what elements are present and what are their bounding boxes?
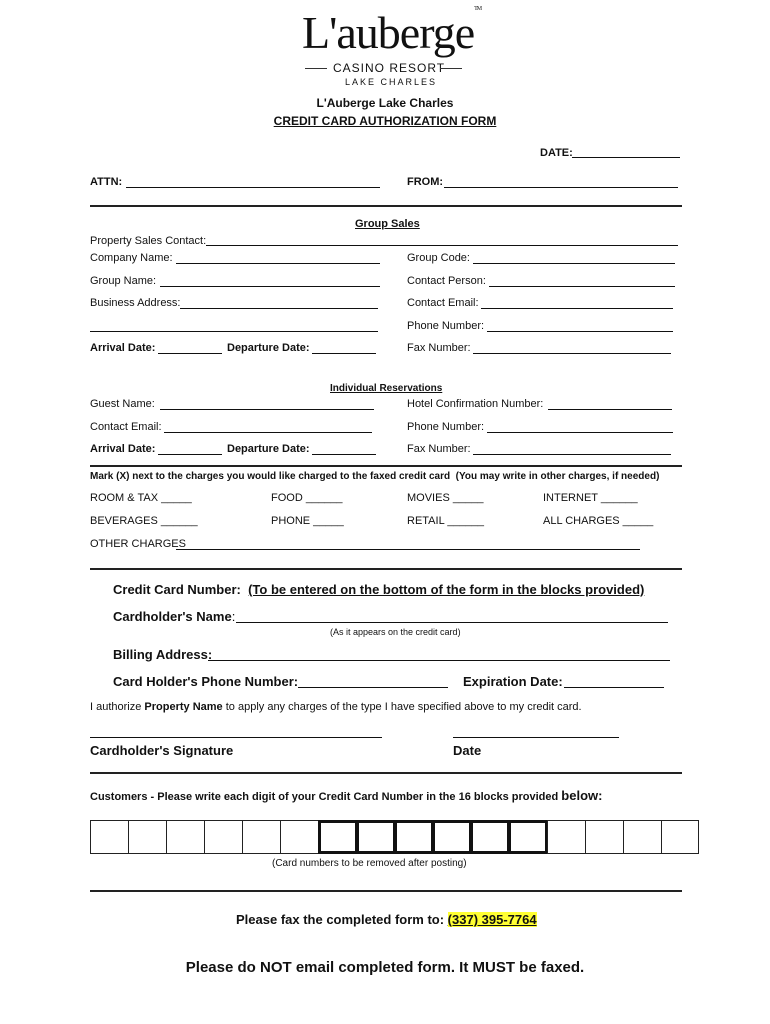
card-digit-block-9[interactable] <box>394 820 434 854</box>
date-field[interactable] <box>572 157 680 158</box>
group-fax-field[interactable] <box>473 353 671 354</box>
group-departure-label: Departure Date: <box>227 342 310 354</box>
signature-field[interactable] <box>90 737 382 738</box>
card-digit-block-14[interactable] <box>585 820 624 854</box>
divider-5 <box>90 890 682 892</box>
card-digit-block-12[interactable] <box>508 820 548 854</box>
attn-label: ATTN: <box>90 176 123 188</box>
group-fax-label: Fax Number: <box>407 342 471 354</box>
card-digit-block-16[interactable] <box>661 820 699 854</box>
group-arrival-field[interactable] <box>158 353 222 354</box>
business-address-label: Business Address: <box>90 297 181 309</box>
individual-departure-label: Departure Date: <box>227 443 310 455</box>
individual-phone-label: Phone Number: <box>407 421 485 433</box>
guest-name-field[interactable] <box>160 409 374 410</box>
individual-departure-field[interactable] <box>312 454 376 455</box>
company-name-field[interactable] <box>176 263 380 264</box>
card-digit-block-11[interactable] <box>470 820 510 854</box>
credit-card-number-heading: Credit Card Number: (To be entered on the bottom of the form in the blocks provided) <box>113 582 645 597</box>
individual-phone-field[interactable] <box>487 432 673 433</box>
individual-arrival-field[interactable] <box>158 454 222 455</box>
billing-address-label: Billing Address: <box>113 647 213 662</box>
group-name-field[interactable] <box>160 286 380 287</box>
divider-2 <box>90 465 682 467</box>
group-departure-field[interactable] <box>312 353 376 354</box>
billing-address-field[interactable] <box>208 660 670 661</box>
divider-3 <box>90 568 682 570</box>
divider-4 <box>90 772 682 774</box>
group-name-label: Group Name: <box>90 275 157 287</box>
logo-location: LAKE CHARLES <box>345 77 438 87</box>
cardholder-phone-field[interactable] <box>298 687 448 688</box>
contact-person-field[interactable] <box>489 286 675 287</box>
from-field[interactable] <box>444 187 678 188</box>
attn-field[interactable] <box>126 187 380 188</box>
company-name-label: Company Name: <box>90 252 173 264</box>
group-contact-email-field[interactable] <box>481 308 673 309</box>
charge-retail[interactable]: RETAIL ______ <box>407 515 485 527</box>
property-sales-contact-label: Property Sales Contact: <box>90 235 207 247</box>
hotel-confirmation-field[interactable] <box>548 409 672 410</box>
date-label: DATE: <box>540 147 573 159</box>
cardholder-name-label: Cardholder's Name: <box>113 609 236 624</box>
email-warning: Please do NOT email completed form. It MUST be faxed. <box>185 959 585 976</box>
card-digit-block-8[interactable] <box>356 820 396 854</box>
fax-instruction: Please fax the completed form to: (337) 395-7764 <box>236 912 537 927</box>
divider-1 <box>90 205 682 207</box>
card-blocks-instruction: Customers - Please write each digit of your Credit Card Number in the 16 blocks provided below: <box>90 788 603 803</box>
group-code-field[interactable] <box>473 263 675 264</box>
form-property-title: L'Auberge Lake Charles <box>316 96 454 110</box>
individual-fax-label: Fax Number: <box>407 443 471 455</box>
contact-person-label: Contact Person: <box>407 275 486 287</box>
group-sales-heading: Group Sales <box>355 218 420 230</box>
group-phone-field[interactable] <box>487 331 673 332</box>
cardholder-name-note: (As it appears on the credit card) <box>330 627 461 637</box>
individual-arrival-label: Arrival Date: <box>90 443 156 455</box>
logo-divider-left <box>305 68 327 69</box>
property-sales-contact-field[interactable] <box>206 245 678 246</box>
business-address-field-2[interactable] <box>90 331 378 332</box>
logo <box>300 6 482 90</box>
charge-phone[interactable]: PHONE _____ <box>271 515 344 527</box>
charge-other-field[interactable] <box>176 549 640 550</box>
individual-contact-email-label: Contact Email: <box>90 421 162 433</box>
guest-name-label: Guest Name: <box>90 398 155 410</box>
card-digit-block-3[interactable] <box>166 820 205 854</box>
card-digit-block-4[interactable] <box>204 820 243 854</box>
card-digit-block-2[interactable] <box>128 820 167 854</box>
individual-reservations-heading: Individual Reservations <box>330 383 443 394</box>
card-blocks-note: (Card numbers to be removed after posting) <box>272 858 467 869</box>
charge-other-label: OTHER CHARGES <box>90 538 186 550</box>
logo-subtitle: CASINO RESORT <box>333 61 446 75</box>
from-label: FROM: <box>407 176 444 188</box>
signature-date-field[interactable] <box>453 737 619 738</box>
cardholder-phone-label: Card Holder's Phone Number: <box>113 674 299 689</box>
charge-food[interactable]: FOOD ______ <box>271 492 343 504</box>
fax-number: (337) 395-7764 <box>447 912 537 927</box>
cardholder-signature-label: Cardholder's Signature <box>90 743 234 758</box>
signature-date-label: Date <box>453 743 482 758</box>
authorization-statement: I authorize Property Name to apply any charges of the type I have specified above to my credit card. <box>90 701 582 713</box>
charges-instruction: Mark (X) next to the charges you would like charged to the faxed credit card (You may write in other charges, if needed) <box>90 471 660 482</box>
group-contact-email-label: Contact Email: <box>407 297 479 309</box>
charge-beverages[interactable]: BEVERAGES ______ <box>90 515 198 527</box>
charge-movies[interactable]: MOVIES _____ <box>407 492 484 504</box>
card-digit-block-10[interactable] <box>432 820 472 854</box>
card-digit-block-6[interactable] <box>280 820 319 854</box>
group-arrival-label: Arrival Date: <box>90 342 156 354</box>
form-title: CREDIT CARD AUTHORIZATION FORM <box>273 114 497 128</box>
group-code-label: Group Code: <box>407 252 470 264</box>
expiration-date-field[interactable] <box>564 687 664 688</box>
charge-room-tax[interactable]: ROOM & TAX _____ <box>90 492 192 504</box>
charge-internet[interactable]: INTERNET ______ <box>543 492 638 504</box>
individual-contact-email-field[interactable] <box>164 432 372 433</box>
card-digit-block-13[interactable] <box>547 820 586 854</box>
expiration-date-label: Expiration Date: <box>463 674 563 689</box>
group-phone-label: Phone Number: <box>407 320 485 332</box>
logo-divider-right <box>440 68 462 69</box>
hotel-confirmation-label: Hotel Confirmation Number: <box>407 398 544 410</box>
card-digit-block-5[interactable] <box>242 820 281 854</box>
individual-fax-field[interactable] <box>473 454 671 455</box>
cardholder-name-field[interactable] <box>236 622 668 623</box>
business-address-field[interactable] <box>180 308 378 309</box>
charge-all[interactable]: ALL CHARGES _____ <box>543 515 654 527</box>
card-digit-block-1[interactable] <box>90 820 129 854</box>
logo-wordmark: L'auberge™ <box>302 6 482 58</box>
card-digit-block-7[interactable] <box>318 820 358 854</box>
card-digit-block-15[interactable] <box>623 820 662 854</box>
